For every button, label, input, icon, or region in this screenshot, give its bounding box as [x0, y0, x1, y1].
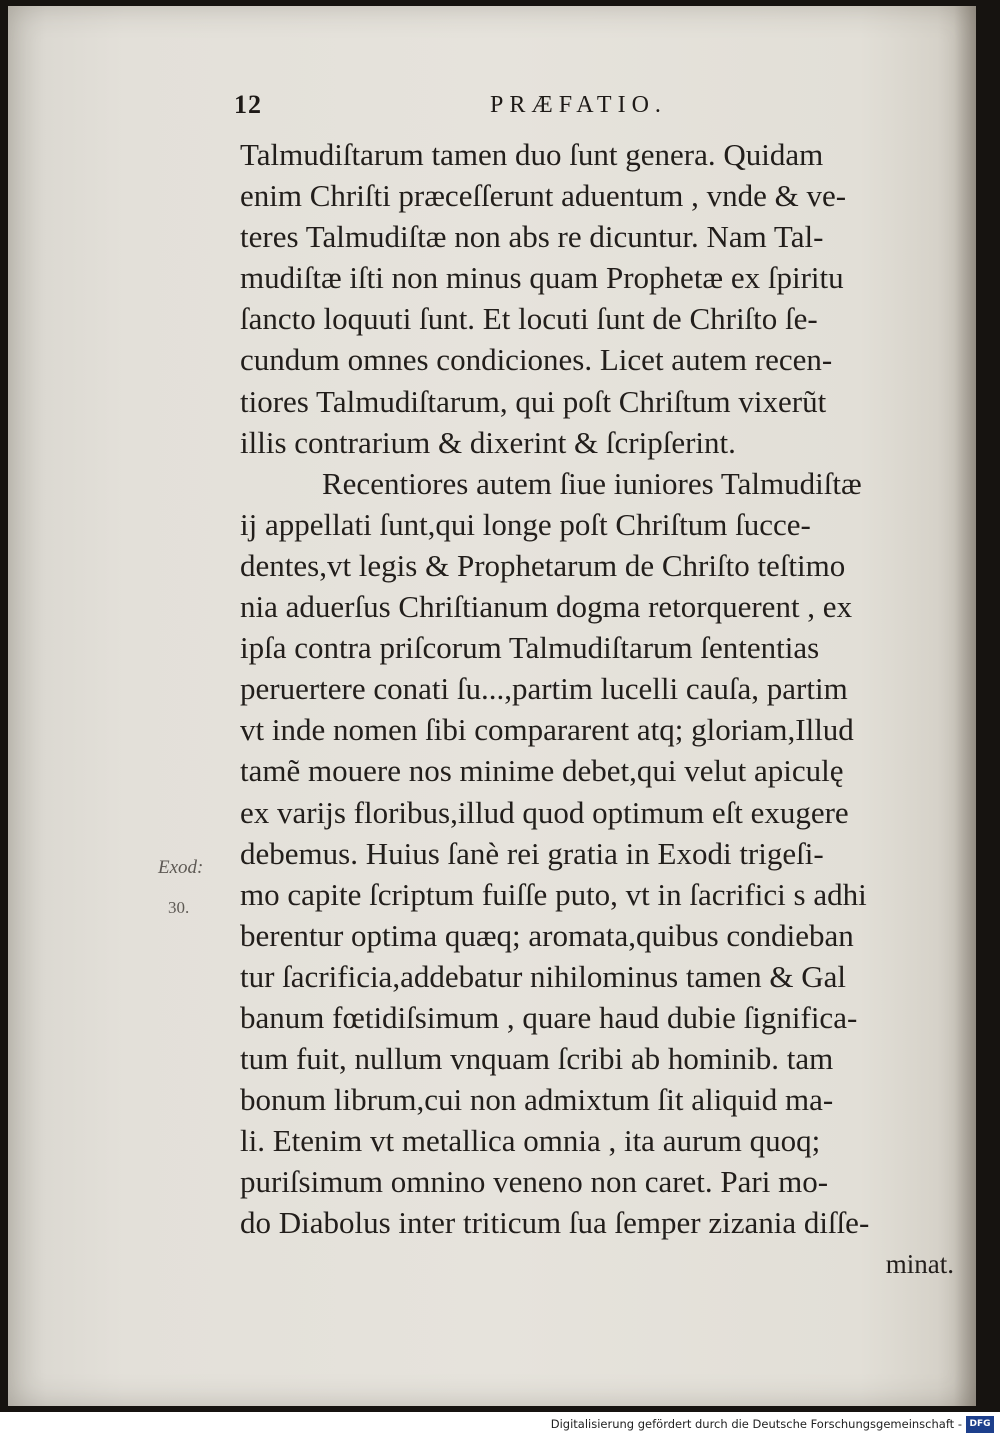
text-line: bonum librum,cui non admixtum ſit aliquid ma- [240, 1082, 834, 1118]
text-line: cundum omnes condiciones. Licet autem recen- [240, 342, 833, 378]
margin-note-book: Exod: [158, 857, 204, 878]
text-line: dentes,vt legis & Prophetarum de Chriſto teſtimo [240, 547, 846, 583]
text-line: vt inde nomen ſibi compararent atq; gloriam,Illud [240, 712, 854, 748]
text-line: berentur optima quæq; aromata,quibus condieban [240, 917, 854, 953]
page-number: 12 [234, 90, 262, 119]
text-line: ſancto loquuti ſunt. Et locuti ſunt de Chriſto ſe- [240, 301, 818, 337]
page-header [8, 86, 976, 126]
text-line: ij appellati ſunt,qui longe poſt Chriſtum ſucce- [240, 506, 811, 542]
text-line: nia aduerſus Chriſtianum dogma retorquerent , ex [240, 589, 853, 625]
dfg-logo-icon: DFG [966, 1416, 994, 1433]
margin-note [158, 848, 238, 928]
text-line: enim Chriſti præceſſerunt aduentum , vnde & ve- [240, 178, 847, 214]
text-line: ipſa contra priſcorum Talmudiſtarum ſententias [240, 630, 820, 666]
margin-note-chapter: 30. [168, 898, 190, 917]
book-page [8, 6, 976, 1406]
text-line: illis contrarium & dixerint & ſcripſerint. [240, 424, 736, 460]
text-line-paragraph-start: Recentiores autem ſiue iuniores Talmudiſtæ [322, 465, 862, 501]
text-line: tamẽ mouere nos minime debet,qui velut apiculę [240, 753, 844, 789]
text-line: do Diabolus inter triticum ſua ſemper zizania diſſe- [240, 1205, 870, 1241]
text-line: puriſsimum omnino veneno non caret. Pari mo- [240, 1164, 829, 1200]
text-line: peruertere conati ſu...,partim lucelli cauſa, partim [240, 671, 848, 707]
body-text [240, 134, 958, 1285]
text-line: tur ſacrificia,addebatur nihilominus tamen & Gal [240, 958, 847, 994]
funding-credit: Digitalisierung gefördert durch die Deutsche Forschungsgemeinschaft - [550, 1417, 962, 1431]
text-line: teres Talmudiſtæ non abs re dicuntur. Nam Tal- [240, 219, 824, 255]
text-line: banum fœtidiſsimum , quare haud dubie ſignifica- [240, 999, 858, 1035]
footer-bar [0, 1412, 1000, 1438]
running-title: PRÆFATIO. [490, 92, 667, 118]
text-line: ex varijs floribus,illud quod optimum eſt exugere [240, 794, 849, 830]
text-line: Talmudiſtarum tamen duo ſunt genera. Quidam [240, 137, 824, 172]
text-line: debemus. Huius ſanè rei gratia in Exodi trigeſi- [240, 835, 824, 871]
text-line: mudiſtæ iſti non minus quam Prophetæ ex ſpiritu [240, 260, 844, 296]
text-line: tiores Talmudiſtarum, qui poſt Chriſtum vixerũt [240, 383, 827, 419]
text-line: li. Etenim vt metallica omnia , ita aurum quoq; [240, 1123, 821, 1159]
text-line: tum fuit, nullum vnquam ſcribi ab hominib. tam [240, 1041, 834, 1077]
text-line: mo capite ſcriptum fuiſſe puto, vt in ſacrifici s adhi [240, 876, 867, 912]
catchword: minat. [885, 1248, 954, 1279]
